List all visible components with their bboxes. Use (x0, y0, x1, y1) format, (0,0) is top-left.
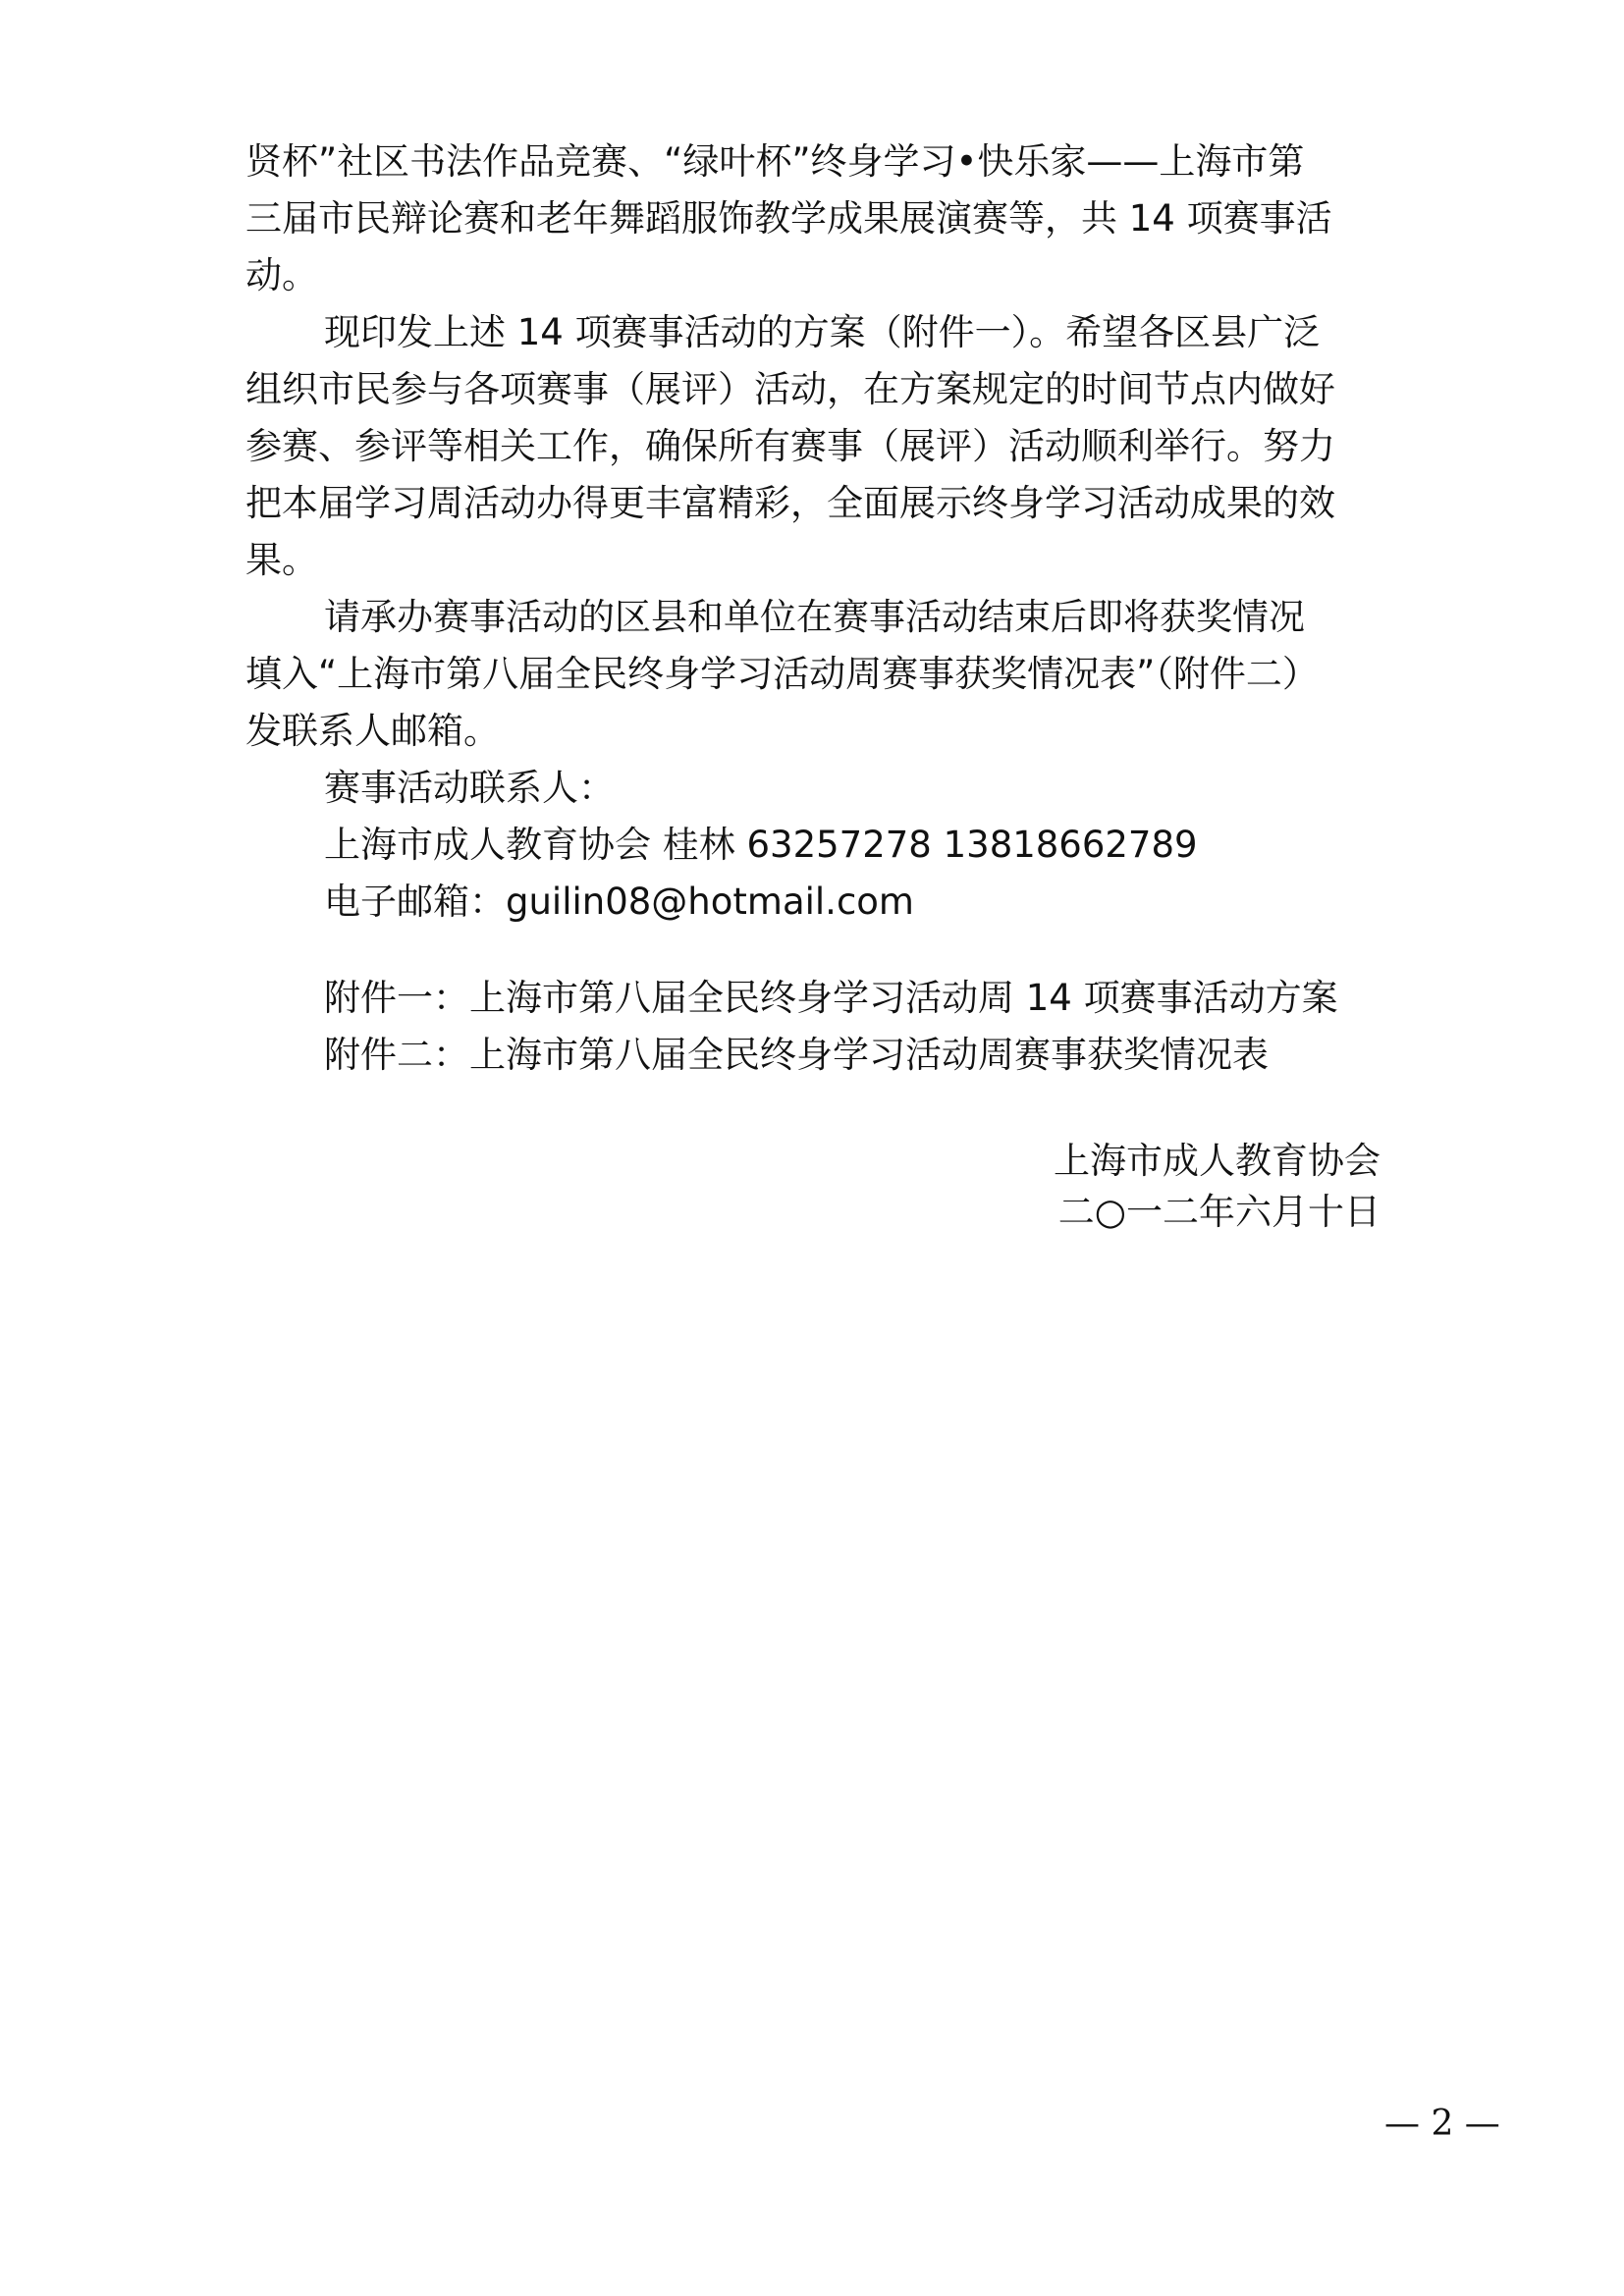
signature-date: 二○一二年六月十日 (1057, 1191, 1380, 1233)
attachment-item1: 附件一：上海市第八届全民终身学习活动周 14 项赛事活动方案 (324, 977, 1338, 1019)
paragraph1-line2: 三届市民辩论赛和老年舞蹈服饰教学成果展演赛等，共 14 项赛事活 (245, 197, 1332, 240)
paragraph2-line3: 参赛、参评等相关工作，确保所有赛事（展评）活动顺利举行。努力 (245, 425, 1335, 467)
attachment-item2: 附件二：上海市第八届全民终身学习活动周赛事获奖情况表 (324, 1034, 1269, 1076)
paragraph3-line3: 发联系人邮箱。 (245, 710, 500, 752)
contact-heading: 赛事活动联系人： (324, 767, 615, 809)
paragraph3-line1: 请承办赛事活动的区县和单位在赛事活动结束后即将获奖情况 (324, 596, 1305, 638)
paragraph3-line2: 填入“上海市第八届全民终身学习活动周赛事获奖情况表”（附件二） (245, 653, 1319, 695)
contact-email: 电子邮箱：guilin08@hotmail.com (324, 881, 914, 923)
paragraph1-line1: 贤杯”社区书法作品竞赛、“绿叶杯”终身学习•快乐家——上海市第 (245, 140, 1305, 183)
paragraph1-line3: 动。 (245, 254, 318, 296)
paragraph2-line4: 把本届学习周活动办得更丰富精彩，全面展示终身学习活动成果的效 (245, 482, 1335, 524)
paragraph2-line2: 组织市民参与各项赛事（展评）活动，在方案规定的时间节点内做好 (245, 368, 1335, 410)
signature-organization: 上海市成人教育协会 (1054, 1140, 1380, 1182)
page-number: — 2 — (1384, 2104, 1500, 2144)
contact-line: 上海市成人教育协会 桂林 63257278 13818662789 (324, 824, 1198, 866)
paragraph2-line5: 果。 (245, 539, 318, 581)
paragraph2-line1: 现印发上述 14 项赛事活动的方案（附件一）。希望各区县广泛 (324, 311, 1321, 353)
